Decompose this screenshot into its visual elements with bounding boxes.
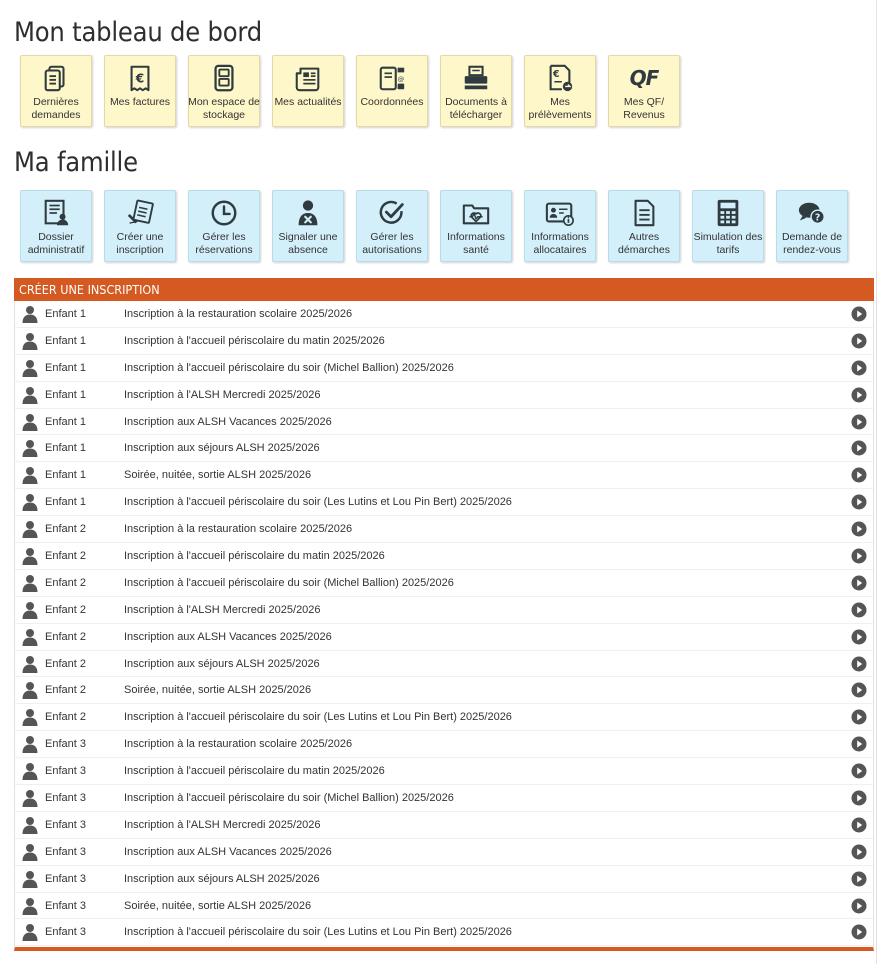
child-name: Enfant 3 (45, 845, 86, 858)
child-name: Enfant 2 (45, 657, 86, 670)
family-tiles (20, 190, 848, 262)
inscription-label[interactable]: Inscription à l'accueil périscolaire du soir (Les Lutins et Lou Pin Bert) 2025/2026 (124, 926, 512, 939)
svg-text:€: € (135, 71, 145, 86)
qf-glyph: QF (629, 66, 659, 90)
play-circle-icon[interactable] (851, 494, 867, 510)
person-icon (21, 413, 39, 431)
play-circle-icon[interactable] (851, 387, 867, 403)
tile-chat-question[interactable] (776, 190, 848, 262)
play-circle-icon[interactable] (851, 790, 867, 806)
list-item[interactable] (15, 651, 873, 678)
child-name: Enfant 2 (45, 630, 86, 643)
person-icon (21, 762, 39, 780)
tile-label: Dossier administratif (27, 231, 85, 256)
inscription-label[interactable]: Inscription à l'ALSH Mercredi 2025/2026 (124, 388, 321, 401)
id-card-icon (544, 197, 576, 229)
play-circle-icon[interactable] (851, 709, 867, 725)
tile-label: Simulation des tarifs (693, 231, 763, 256)
list-item[interactable] (15, 731, 873, 758)
inscription-label[interactable]: Inscription à l'ALSH Mercredi 2025/2026 (124, 603, 321, 616)
inscription-label[interactable]: Soirée, nuitée, sortie ALSH 2025/2026 (124, 684, 312, 697)
inscription-label[interactable]: Inscription à l'accueil périscolaire du soir (Michel Ballion) 2025/2026 (124, 791, 454, 804)
page-right-border (876, 0, 877, 964)
play-circle-icon[interactable] (851, 763, 867, 779)
admin-file-icon (40, 197, 72, 229)
child-name: Enfant 2 (45, 549, 86, 562)
tile-label: Informations allocataires (531, 231, 589, 256)
play-circle-icon[interactable] (851, 844, 867, 860)
person-icon (21, 359, 39, 377)
play-circle-icon[interactable] (851, 521, 867, 537)
list-item[interactable] (15, 785, 873, 812)
dashboard-title: Mon tableau de bord (14, 17, 262, 48)
person-icon (21, 305, 39, 323)
play-circle-icon[interactable] (851, 602, 867, 618)
person-icon (21, 681, 39, 699)
inscription-label[interactable]: Inscription aux ALSH Vacances 2025/2026 (124, 415, 332, 428)
list-item[interactable] (15, 624, 873, 651)
child-name: Enfant 2 (45, 684, 86, 697)
play-circle-icon[interactable] (851, 575, 867, 591)
list-item[interactable] (15, 677, 873, 704)
tile-admin-file[interactable] (20, 190, 92, 262)
tile-label: Mes factures (109, 96, 171, 108)
inscription-label[interactable]: Inscription à l'ALSH Mercredi 2025/2026 (124, 818, 321, 831)
tile-signature-form[interactable] (104, 190, 176, 262)
play-circle-icon[interactable] (851, 898, 867, 914)
contact-book-icon (376, 62, 408, 94)
health-folder-icon (460, 197, 492, 229)
list-item[interactable] (15, 328, 873, 355)
dashboard-tiles (20, 55, 680, 127)
person-icon (21, 628, 39, 646)
tile-label: Autres démarches (618, 231, 670, 256)
child-name: Enfant 3 (45, 899, 86, 912)
tile-label: Gérer les réservations (195, 231, 253, 256)
child-name: Enfant 3 (45, 872, 86, 885)
person-icon (21, 655, 39, 673)
tile-documents[interactable] (20, 55, 92, 127)
person-icon (21, 332, 39, 350)
list-item[interactable] (15, 570, 873, 597)
play-circle-icon[interactable] (851, 924, 867, 940)
tile-label: Gérer les autorisations (362, 231, 422, 256)
person-icon (21, 466, 39, 484)
inscription-label[interactable]: Inscription à l'accueil périscolaire du soir (Michel Ballion) 2025/2026 (124, 361, 454, 374)
newspaper-icon (292, 62, 324, 94)
person-icon (21, 547, 39, 565)
list-item[interactable] (15, 919, 873, 946)
tile-id-card[interactable] (524, 190, 596, 262)
tile-label: Documents à télécharger (445, 96, 507, 121)
list-item[interactable] (15, 409, 873, 436)
clock-icon (208, 197, 240, 229)
play-circle-icon[interactable] (851, 629, 867, 645)
child-name: Enfant 2 (45, 576, 86, 589)
inscription-label[interactable]: Inscription aux ALSH Vacances 2025/2026 (124, 845, 332, 858)
person-icon (21, 843, 39, 861)
tile-check-circle[interactable] (356, 190, 428, 262)
printer-icon (460, 62, 492, 94)
person-icon (21, 735, 39, 753)
tile-direct-debit[interactable] (524, 55, 596, 127)
list-item[interactable] (15, 355, 873, 382)
inscription-label[interactable]: Inscription aux séjours ALSH 2025/2026 (124, 442, 320, 455)
child-name: Enfant 1 (45, 361, 86, 374)
play-circle-icon[interactable] (851, 656, 867, 672)
list-item[interactable] (15, 462, 873, 489)
check-circle-icon (376, 197, 408, 229)
child-name: Enfant 1 (45, 496, 86, 509)
list-item[interactable] (15, 489, 873, 516)
person-icon (21, 816, 39, 834)
inscription-list (15, 301, 873, 946)
tile-label: Coordonnées (360, 96, 424, 108)
tile-document[interactable] (608, 190, 680, 262)
inscription-label[interactable]: Inscription à la restauration scolaire 2025/2026 (124, 738, 353, 751)
inscription-label[interactable]: Inscription à l'accueil périscolaire du matin 2025/2026 (124, 334, 385, 347)
tile-label: Dernières demandes (31, 96, 81, 121)
play-circle-icon[interactable] (851, 871, 867, 887)
tile-printer[interactable] (440, 55, 512, 127)
child-name: Enfant 3 (45, 926, 86, 939)
inscription-label[interactable]: Soirée, nuitée, sortie ALSH 2025/2026 (124, 899, 312, 912)
tile-clock[interactable] (188, 190, 260, 262)
inscription-panel-header: CRÉER UNE INSCRIPTION (14, 278, 874, 301)
play-circle-icon[interactable] (851, 440, 867, 456)
person-icon (21, 601, 39, 619)
family-title: Ma famille (14, 147, 138, 178)
tile-contact-book[interactable] (356, 55, 428, 127)
inscription-label[interactable]: Inscription à la restauration scolaire 2025/2026 (124, 307, 353, 320)
tile-absent-person[interactable] (272, 190, 344, 262)
play-circle-icon[interactable] (851, 682, 867, 698)
euro-invoice-icon (124, 62, 156, 94)
tile-label: Mes QF/ Revenus (623, 96, 665, 121)
tile-label: Mes prélèvements (528, 96, 592, 121)
child-name: Enfant 1 (45, 388, 86, 401)
person-icon (21, 386, 39, 404)
list-item[interactable] (15, 435, 873, 462)
documents-icon (40, 62, 72, 94)
person-icon (21, 870, 39, 888)
list-item[interactable] (15, 812, 873, 839)
calculator-icon (712, 197, 744, 229)
person-icon (21, 789, 39, 807)
child-name: Enfant 2 (45, 523, 86, 536)
tile-label: Mes actualités (274, 96, 342, 108)
play-circle-icon[interactable] (851, 548, 867, 564)
child-name: Enfant 3 (45, 818, 86, 831)
list-item[interactable] (15, 704, 873, 731)
tile-label: Informations santé (447, 231, 505, 256)
play-circle-icon[interactable] (851, 467, 867, 483)
inscription-label[interactable]: Soirée, nuitée, sortie ALSH 2025/2026 (124, 469, 312, 482)
person-icon (21, 493, 39, 511)
inscription-label[interactable]: Inscription à l'accueil périscolaire du soir (Michel Ballion) 2025/2026 (124, 576, 454, 589)
person-icon (21, 520, 39, 538)
inscription-label[interactable]: Inscription à l'accueil périscolaire du soir (Les Lutins et Lou Pin Bert) 2025/2026 (124, 496, 512, 509)
child-name: Enfant 1 (45, 442, 86, 455)
child-name: Enfant 1 (45, 307, 86, 320)
person-icon (21, 708, 39, 726)
direct-debit-icon (544, 62, 576, 94)
list-item[interactable] (15, 839, 873, 866)
play-circle-icon[interactable] (851, 736, 867, 752)
signature-form-icon (124, 197, 156, 229)
person-icon (21, 574, 39, 592)
child-name: Enfant 3 (45, 738, 86, 751)
inscription-label[interactable]: Inscription aux ALSH Vacances 2025/2026 (124, 630, 332, 643)
list-item[interactable] (15, 893, 873, 920)
list-item[interactable] (15, 597, 873, 624)
inscription-panel (14, 278, 874, 951)
inscription-label[interactable]: Inscription à l'accueil périscolaire du matin 2025/2026 (124, 549, 385, 562)
tile-qf[interactable] (608, 55, 680, 127)
person-icon (21, 439, 39, 457)
tile-health-folder[interactable] (440, 190, 512, 262)
qf-icon (628, 62, 660, 94)
inscription-label[interactable]: Inscription à la restauration scolaire 2025/2026 (124, 523, 353, 536)
tile-euro-invoice[interactable] (104, 55, 176, 127)
tile-label: Mon espace de stockage (188, 96, 260, 121)
child-name: Enfant 1 (45, 469, 86, 482)
person-icon (21, 897, 39, 915)
tile-label: Demande de rendez-vous (781, 231, 843, 256)
play-circle-icon[interactable] (851, 333, 867, 349)
inscription-label[interactable]: Inscription aux séjours ALSH 2025/2026 (124, 872, 320, 885)
tile-calculator[interactable] (692, 190, 764, 262)
svg-text:?: ? (814, 212, 821, 224)
child-name: Enfant 3 (45, 765, 86, 778)
list-item[interactable] (15, 866, 873, 893)
child-name: Enfant 1 (45, 334, 86, 347)
list-item[interactable] (15, 758, 873, 785)
storage-cabinet-icon (208, 62, 240, 94)
child-name: Enfant 1 (45, 415, 86, 428)
child-name: Enfant 3 (45, 791, 86, 804)
person-icon (21, 923, 39, 941)
list-item[interactable] (15, 301, 873, 328)
svg-text:€: € (552, 69, 560, 81)
tile-storage-cabinet[interactable] (188, 55, 260, 127)
document-icon (628, 197, 660, 229)
absent-person-icon (292, 197, 324, 229)
list-item[interactable] (15, 382, 873, 409)
play-circle-icon[interactable] (851, 306, 867, 322)
child-name: Enfant 2 (45, 711, 86, 724)
play-circle-icon[interactable] (851, 360, 867, 376)
inscription-label[interactable]: Inscription à l'accueil périscolaire du matin 2025/2026 (124, 765, 385, 778)
list-item[interactable] (15, 543, 873, 570)
play-circle-icon[interactable] (851, 414, 867, 430)
tile-label: Créer une inscription (116, 231, 164, 256)
list-item[interactable] (15, 516, 873, 543)
play-circle-icon[interactable] (851, 817, 867, 833)
child-name: Enfant 2 (45, 603, 86, 616)
tile-newspaper[interactable] (272, 55, 344, 127)
svg-text:@: @ (397, 74, 405, 83)
chat-question-icon (796, 197, 828, 229)
tile-label: Signaler une absence (278, 231, 338, 256)
inscription-label[interactable]: Inscription à l'accueil périscolaire du soir (Les Lutins et Lou Pin Bert) 2025/2026 (124, 711, 512, 724)
inscription-label[interactable]: Inscription aux séjours ALSH 2025/2026 (124, 657, 320, 670)
